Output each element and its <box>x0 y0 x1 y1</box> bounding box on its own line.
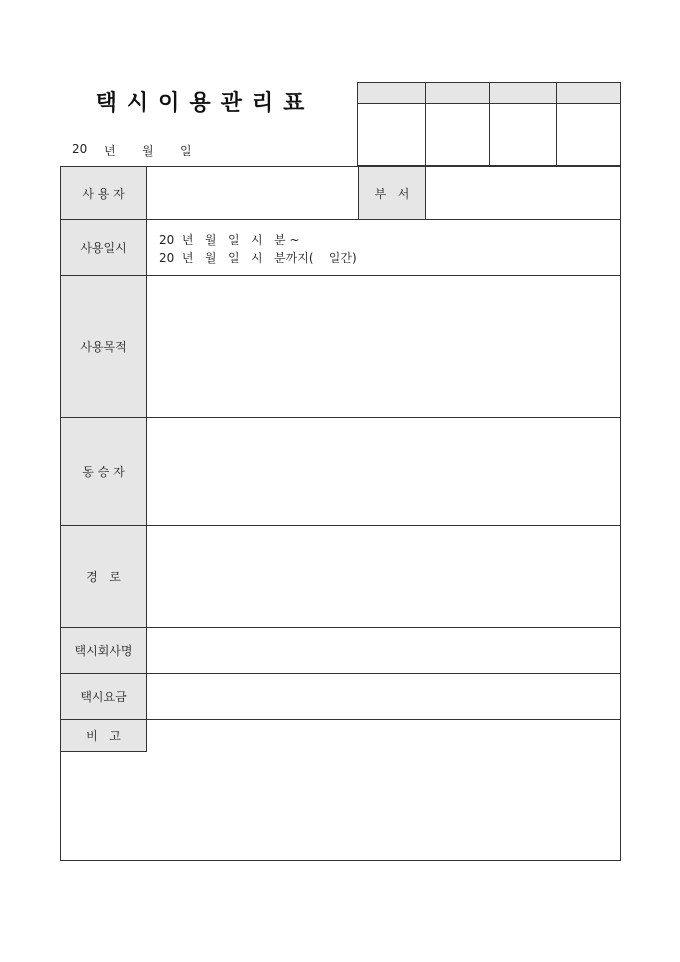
dept-label: 부 서 <box>358 167 426 219</box>
user-label: 사 용 자 <box>61 167 147 219</box>
route-label: 경 로 <box>61 526 147 627</box>
date-day-label: 일 <box>180 144 192 158</box>
user-field[interactable] <box>147 167 356 219</box>
purpose-row <box>61 276 620 418</box>
companion-row <box>61 418 620 526</box>
datetime-start: 20 년 월 일 시 분 ~ <box>159 233 300 247</box>
taxi-company-row <box>61 628 620 674</box>
approval-header-cell-2 <box>426 83 490 104</box>
fare-row <box>61 674 620 720</box>
remarks-field[interactable] <box>61 752 620 860</box>
taxi-form <box>60 166 621 861</box>
companion-label: 동 승 자 <box>61 418 147 525</box>
purpose-label: 사용목적 <box>61 276 147 417</box>
taxi-company-field[interactable] <box>147 628 620 673</box>
route-field[interactable] <box>147 526 620 627</box>
date-year: 20 <box>72 142 88 156</box>
date-month-label: 월 <box>142 144 154 158</box>
datetime-row <box>61 220 620 276</box>
approval-sign-cell-3[interactable] <box>490 104 557 166</box>
approval-header-cell-3 <box>490 83 557 104</box>
companion-field[interactable] <box>147 418 620 525</box>
datetime-field[interactable] <box>147 220 620 275</box>
route-row <box>61 526 620 628</box>
approval-header-cell-4 <box>557 83 621 104</box>
approval-sign-cell-2[interactable] <box>426 104 490 166</box>
approval-header-cell-1 <box>358 83 426 104</box>
fare-label: 택시요금 <box>61 674 147 719</box>
fare-field[interactable] <box>147 674 620 719</box>
dept-field[interactable] <box>426 167 620 219</box>
approval-box <box>357 82 621 166</box>
datetime-end: 20 년 월 일 시 분까지( 일간) <box>159 251 357 265</box>
date-year-label: 년 <box>104 144 116 158</box>
taxi-company-label: 택시회사명 <box>61 628 147 673</box>
approval-sign-cell-4[interactable] <box>557 104 621 166</box>
purpose-field[interactable] <box>147 276 620 417</box>
approval-sign-cell-1[interactable] <box>358 104 426 166</box>
datetime-label: 사용일시 <box>61 220 147 275</box>
user-row <box>61 167 620 220</box>
page-title: 택시이용관리표 <box>95 90 315 116</box>
remarks-label: 비 고 <box>61 720 147 752</box>
